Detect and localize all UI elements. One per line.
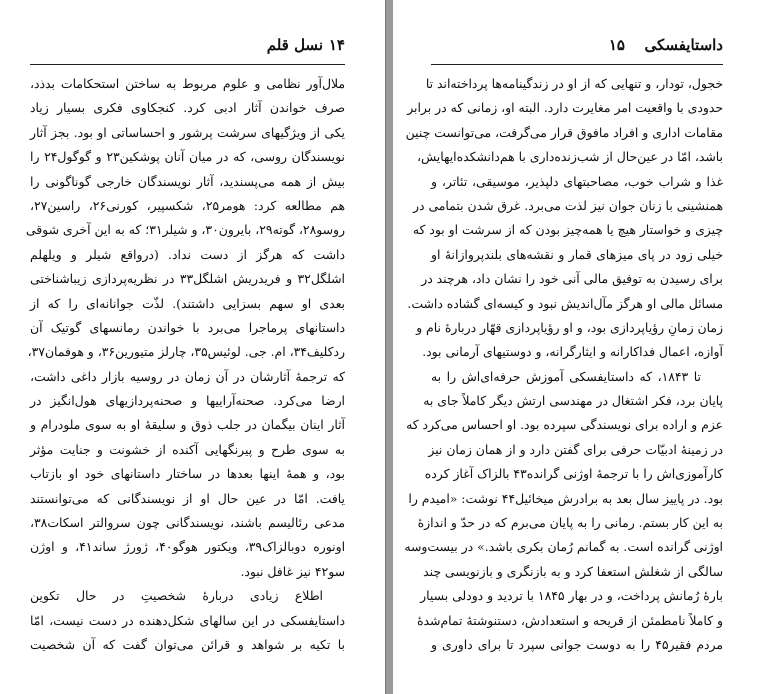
text-line: صرف خواندن آثار ادبی کرد. کنجکاوی فکری بسیار زیاد — [30, 100, 345, 116]
left-page-text — [25, 72, 346, 657]
text-line: اونوره دوبالزاک۳۹، ویکتور هوگو۴۰، ژورژ ساند۴۱، و اوژن — [30, 539, 346, 555]
text-line: همنشینی با زنان جوان نیز لذت می‌برد. غرق شدن بتمامی در — [413, 197, 723, 213]
text-line: مدعی رئالیسم باشند، نویسندگانی چون سروالتر اسکات۳۸، — [30, 515, 345, 531]
right-page-header — [431, 36, 723, 60]
text-line: خیلی زود در پای میزهای قمار و نقشه‌های بلندپروازانهٔ او — [431, 246, 723, 262]
running-title: داستایفسکی — [644, 36, 723, 54]
text-line: یافت. امّا در عین حال او از نویسندگانی که می‌توانستند — [30, 490, 345, 506]
right-page — [393, 0, 783, 694]
text-line: بود، و همهٔ اینها بعدها در ساختار داستانهای خود او بازتاب — [30, 466, 345, 482]
text-line: به سوی طرح و پیرنگهایی آکنده از خشونت و جنایت مؤثر — [30, 441, 345, 457]
text-line: بعدی او سهم بسزایی داشتند). لذّت جوانانه‌ای را که از — [30, 295, 345, 311]
text-line: یکی از ویژگیهای سرشت پرشور و احساساتی او بود. بجز آثار — [30, 124, 345, 140]
text-line: بارهٔ رُمانش پرداخت، و در بهار ۱۸۴۵ با تردید و دودلی بسیار — [420, 588, 723, 604]
text-line: عزم و اراده برای نویسندگی سپرده بود. او احساس می‌کرد که — [406, 417, 723, 433]
text-line: خجول، تودار، و تنهایی که از او در زندگینامه‌ها پرداخته‌اند تا — [425, 76, 723, 91]
text-line: و کاملاً نامطمئن از قریحه و استعدادش، دستنوشتهٔ تمام‌شدهٔ — [417, 612, 723, 628]
text-line: با تکیه بر شواهد و قرائن می‌توان گفت که آن شخصیت — [30, 636, 345, 652]
text-line: مردم فقیر۴۵ را به دوست جوانی سپرد تا برای داوری و — [431, 636, 723, 652]
text-line: اوژنی گرانده است. به گمانم رُمان بکری باشد.» در بیست‌وسه — [404, 539, 723, 555]
text-line: باشد، امّا در عین‌حال از شب‌زنده‌داری با هم‌دانشکده‌ایهایش، — [416, 149, 723, 165]
text-line: در زمینهٔ ادبیّات حرفی برای گفتن دارد و از همان زمان نیز — [428, 441, 723, 457]
text-line: هم مطالعه کرد: هومر۲۵، شکسپیر، کورنی۲۶، راسین۲۷، — [30, 197, 346, 213]
text-line: داستانهای پرماجرا می‌برد با خواندن رمانسهای گوتیک آن — [30, 319, 345, 335]
text-line: به این کار بستم. رمانی را به پایان می‌برم که در حدّ و اندازهٔ — [417, 515, 723, 531]
text-line: مسائل مالی او هرگز مآل‌اندیش نبود و کیسه‌ای گشاده داشت. — [407, 295, 723, 311]
text-line: ردکلیف۳۴، ام. جی. لوئیس۳۵، چارلز متیورین۳۶، و هوفمان۳۷، — [27, 344, 345, 360]
text-line: داستایفسکی در این سالهای شکل‌دهنده در دست نیست، امّا — [30, 612, 345, 628]
text-line: که ترجمهٔ آثارشان در آن زمان در روسیه بازار داغی داشت، — [30, 368, 345, 384]
text-line: بیش از همه می‌پسندید، آثار نویسندگان خارجی گوناگونی را — [30, 173, 345, 189]
text-line: زمان زمانِ رؤیاپردازی بود، و او رؤیاپردازی قهّار دربارهٔ نام و — [416, 319, 723, 335]
header-rule — [30, 64, 345, 65]
page-number: ۱۵ — [608, 36, 625, 54]
header-rule — [431, 64, 723, 65]
text-line: ارضا می‌کرد. صحنه‌آراییها و صحنه‌پردازیهای هول‌انگیز در — [30, 393, 345, 409]
left-page — [0, 0, 385, 694]
running-title: نسل قلم — [266, 36, 323, 54]
text-line: تا ۱۸۴۳، که داستایفسکی آموزش حرفه‌ای‌اش را به — [431, 368, 701, 384]
text-line: چیزی و خواستار هیچ یا همه‌چیز بودن که از سرشت او بود که — [412, 222, 723, 238]
text-line: آثار اینان بیگمان در جلب ذوق و سلیقهٔ او به سوی ملودرام و — [30, 417, 345, 433]
text-line: سالگی از شغلش استعفا کرد و به بازنگری و بازنویسی چند — [423, 563, 723, 579]
text-line: آوازه، اعمال فداکارانه و ایثارگرانه، و دوستیهای آرمانی بود. — [422, 344, 723, 360]
text-line: روسو۲۸، گوته۲۹، بایرون۳۰، و شیلر۳۱؛ که به این آخری شوقی — [25, 222, 345, 238]
text-line: برای رسیدن به توفیق مالی آنی خود را نشان داد، هرچند در — [421, 271, 723, 287]
text-line: داشت که هرگز از دست نداد. (درواقع شیلر و ویلهلم — [30, 246, 345, 262]
text-line: کارآموزی‌اش را با ترجمهٔ اوژنی گرانده۴۳ بالزاک آغاز کرده — [424, 466, 723, 482]
left-page-header — [30, 36, 345, 60]
text-line: حدودی با واقعیت امر مغایرت دارد. البته او، زمانی که در برابر — [407, 100, 723, 116]
text-line: غذا و شراب خوب، مصاحبتهای دلپذیر، موسیقی، تئاتر، و — [431, 173, 723, 189]
text-line: اطلاع زیادی دربارهٔ شخصیتِ در حال تکوین — [30, 588, 323, 604]
page-number: ۱۴ — [328, 36, 345, 54]
right-page-text — [404, 72, 723, 657]
text-line: بود. در پاییز سال بعد به برادرش میخائیل۴۴ نوشت: «امیدم را — [408, 490, 723, 506]
text-line: نویسندگان روسی، که در میان آنان پوشکین۲۳ و گوگول۲۴ را — [30, 149, 345, 165]
text-line: سو۴۲ نیز غافل نبود. — [240, 563, 345, 579]
text-line: ملال‌آور نظامی و علوم مربوط به ساختن استحکامات بدذد، — [30, 76, 345, 91]
text-line: اشلگل۳۲ و فریدریش اشلگل۳۳ در نظریه‌پردازی زیباشناختی — [30, 271, 345, 287]
text-line: پایان برد، فکر اشتغال در مهندسی ارتش دیگر کاملاً جای به — [423, 393, 723, 409]
text-line: مقامات اداری و افراد مافوق قرار می‌گرفت، می‌توانست چنین — [405, 124, 723, 140]
